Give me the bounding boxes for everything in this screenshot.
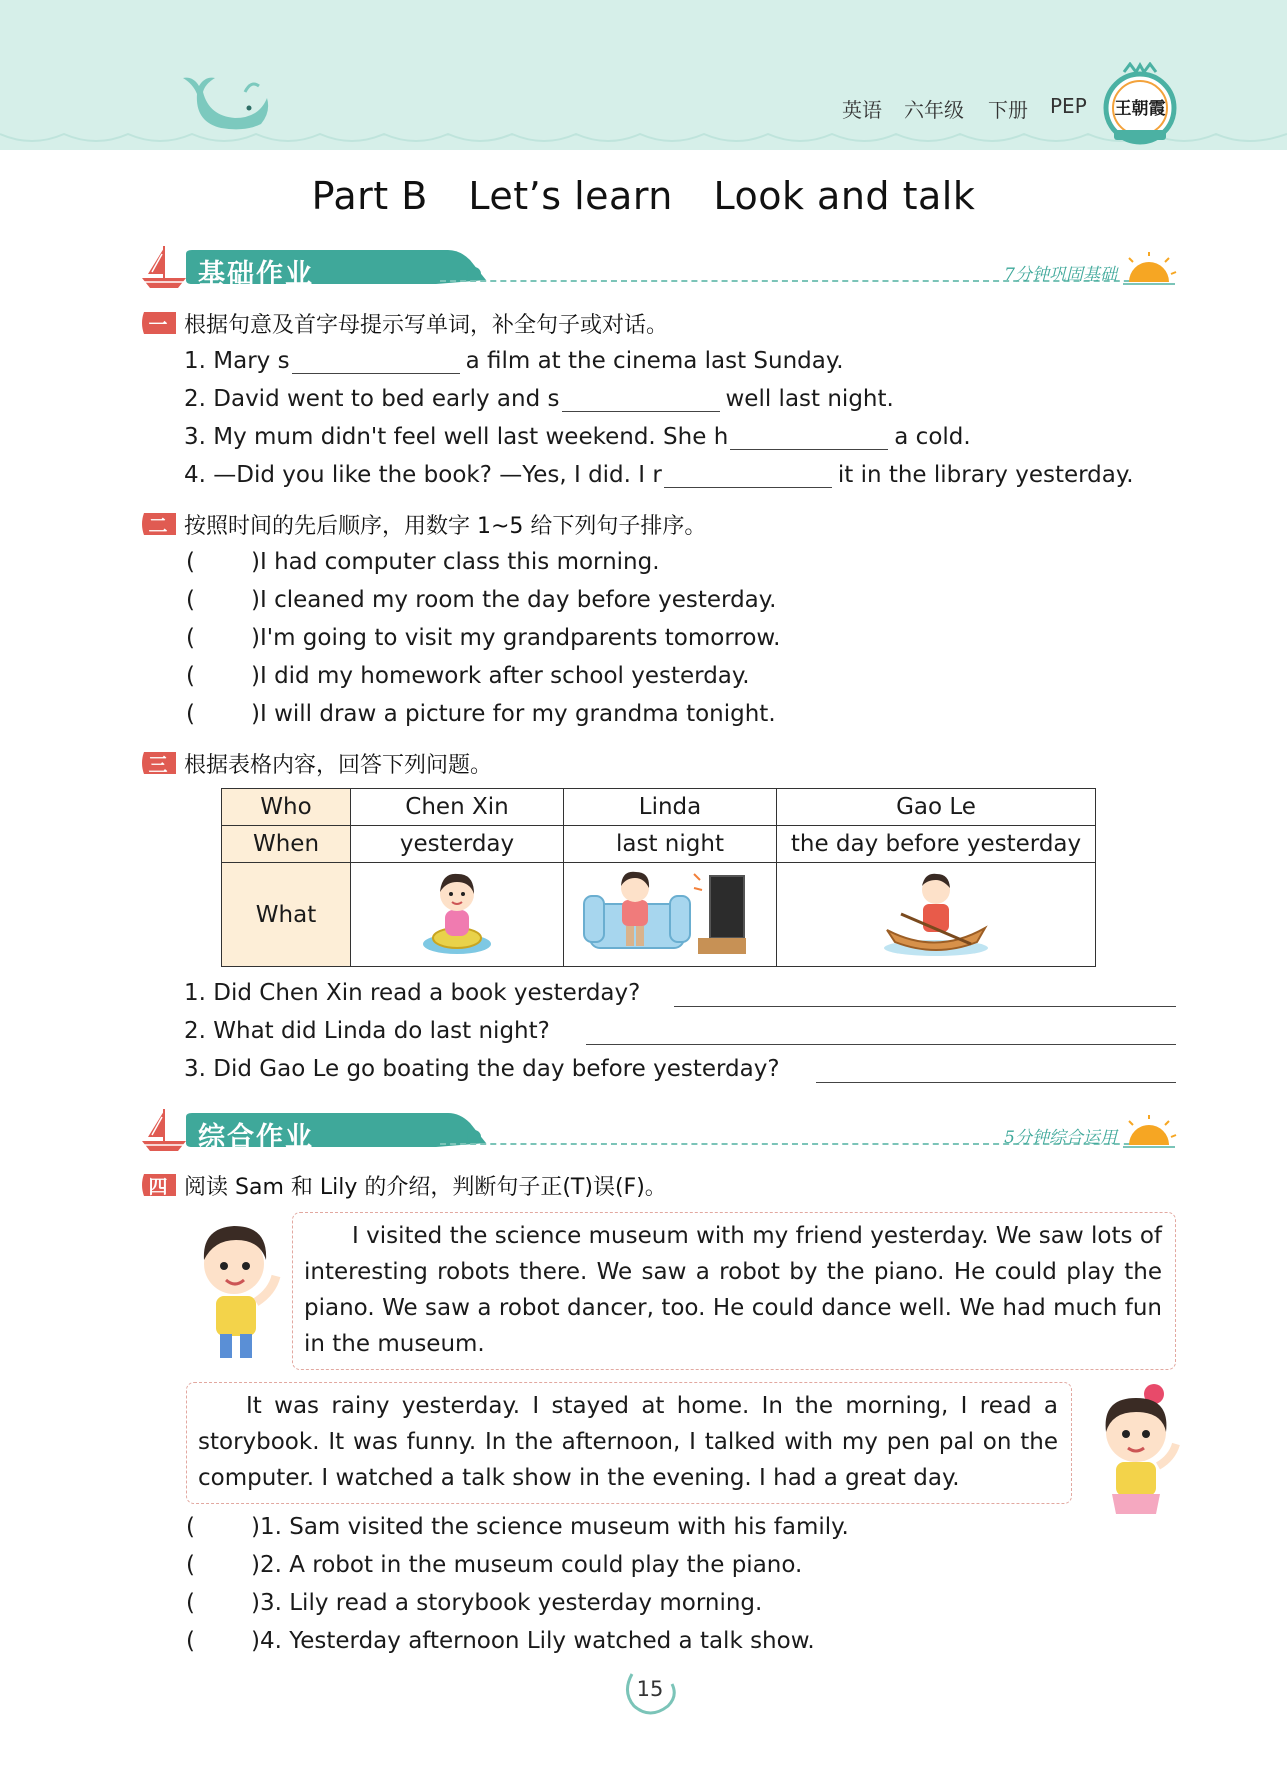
title-part: Part B [311, 174, 428, 218]
question-3-instruction: 根据表格内容，回答下列问题。 [184, 753, 493, 778]
sailboat-icon [140, 244, 190, 292]
table-cell-image [564, 863, 777, 967]
boy-boating-illustration [881, 864, 991, 960]
tf-item: ( )3. Lily read a storybook yesterday morning. [186, 1590, 763, 1616]
whale-icon [175, 72, 275, 132]
header-volume: 下册 [988, 98, 1028, 122]
answer-line[interactable] [586, 1044, 1176, 1045]
table-cell-when: yesterday [351, 826, 564, 863]
info-table [221, 788, 1096, 967]
q1-item: 4. —Did you like the book? —Yes, I did. I r it in the library yesterday. [184, 462, 1134, 488]
q1-item: 3. My mum didn't feel well last weekend. She h a cold. [184, 424, 971, 450]
order-item: ( )I will draw a picture for my grandma tonight. [186, 701, 776, 727]
question-badge-label: 三 [148, 754, 168, 776]
table-cell-name: Gao Le [777, 789, 1096, 826]
order-item: ( )I cleaned my room the day before yesterday. [186, 587, 777, 613]
title-learn: Let’s learn [468, 174, 673, 218]
q3-question: 2. What did Linda do last night? [184, 1018, 550, 1044]
table-header-what: What [222, 863, 351, 967]
question-badge-label: 四 [148, 1176, 168, 1198]
header-edition: PEP [1050, 94, 1087, 118]
table-cell-name: Linda [564, 789, 777, 826]
section-label-comprehensive: 综合作业 [198, 1122, 314, 1153]
tf-item: ( )2. A robot in the museum could play the piano. [186, 1552, 803, 1578]
q1-item: 2. David went to bed early and s well last night. [184, 386, 894, 412]
brand-logo [1100, 62, 1180, 146]
answer-blank[interactable] [730, 425, 888, 450]
title-talk: Look and talk [713, 174, 976, 218]
order-item: ( )I'm going to visit my grandparents tomorrow. [186, 625, 781, 651]
sam-paragraph: I visited the science museum with my friend yesterday. We saw lots of interesting robots there. We saw a robot by the piano. He could play the piano. We saw a robot dancer, too. He could dance well. We had much fun in the museum. [304, 1223, 1162, 1357]
girl-swimming-illustration [412, 864, 502, 960]
table-cell-image [777, 863, 1096, 967]
question-badge-label: 二 [148, 515, 168, 537]
answer-blank[interactable] [292, 349, 460, 374]
answer-blank[interactable] [562, 387, 720, 412]
header-subject: 英语 [842, 98, 882, 122]
section-banner-comprehensive [140, 1107, 1177, 1155]
question-badge-label: 一 [148, 314, 168, 336]
sam-boy-illustration [186, 1212, 286, 1362]
question-2-instruction: 按照时间的先后顺序，用数字 1~5 给下列句子排序。 [184, 514, 707, 539]
lily-girl-illustration [1086, 1378, 1186, 1518]
section-time-comprehensive: 5分钟综合运用 [1004, 1128, 1117, 1148]
sunset-icon [1121, 1115, 1177, 1151]
q3-question: 1. Did Chen Xin read a book yesterday? [184, 980, 641, 1006]
table-header-who: Who [222, 789, 351, 826]
section-banner-basic [140, 244, 1177, 292]
section-time-basic: 7分钟巩固基础 [1004, 265, 1117, 285]
section-label-basic: 基础作业 [198, 259, 314, 290]
page-title [0, 174, 1287, 218]
logo-text: 王朝霞 [1114, 99, 1166, 119]
sailboat-icon [140, 1107, 190, 1155]
tf-item: ( )4. Yesterday afternoon Lily watched a talk show. [186, 1628, 815, 1654]
sunset-icon [1121, 252, 1177, 288]
table-header-when: When [222, 826, 351, 863]
q3-question: 3. Did Gao Le go boating the day before yesterday? [184, 1056, 780, 1082]
page-number: 15 [636, 1677, 664, 1701]
answer-line[interactable] [674, 1006, 1176, 1007]
order-item: ( )I had computer class this morning. [186, 549, 660, 575]
question-1-instruction: 根据句意及首字母提示写单词，补全句子或对话。 [184, 313, 669, 338]
tf-item: ( )1. Sam visited the science museum with his family. [186, 1514, 849, 1540]
question-4-instruction: 阅读 Sam 和 Lily 的介绍，判断句子正(T)误(F)。 [184, 1175, 667, 1200]
table-cell-when: the day before yesterday [777, 826, 1096, 863]
header-grade: 六年级 [904, 98, 964, 122]
q1-item: 1. Mary s a film at the cinema last Sunday. [184, 348, 844, 374]
order-item: ( )I did my homework after school yesterday. [186, 663, 750, 689]
answer-line[interactable] [816, 1082, 1176, 1083]
answer-blank[interactable] [664, 463, 832, 488]
lily-paragraph: It was rainy yesterday. I stayed at home. In the morning, I read a storybook. It was funny. In the afternoon, I talked with my pen pal on the computer. I watched a talk show in the evening. I had a great day. [198, 1393, 1058, 1491]
girl-watching-tv-illustration [580, 864, 760, 960]
table-cell-name: Chen Xin [351, 789, 564, 826]
table-cell-image [351, 863, 564, 967]
table-cell-when: last night [564, 826, 777, 863]
